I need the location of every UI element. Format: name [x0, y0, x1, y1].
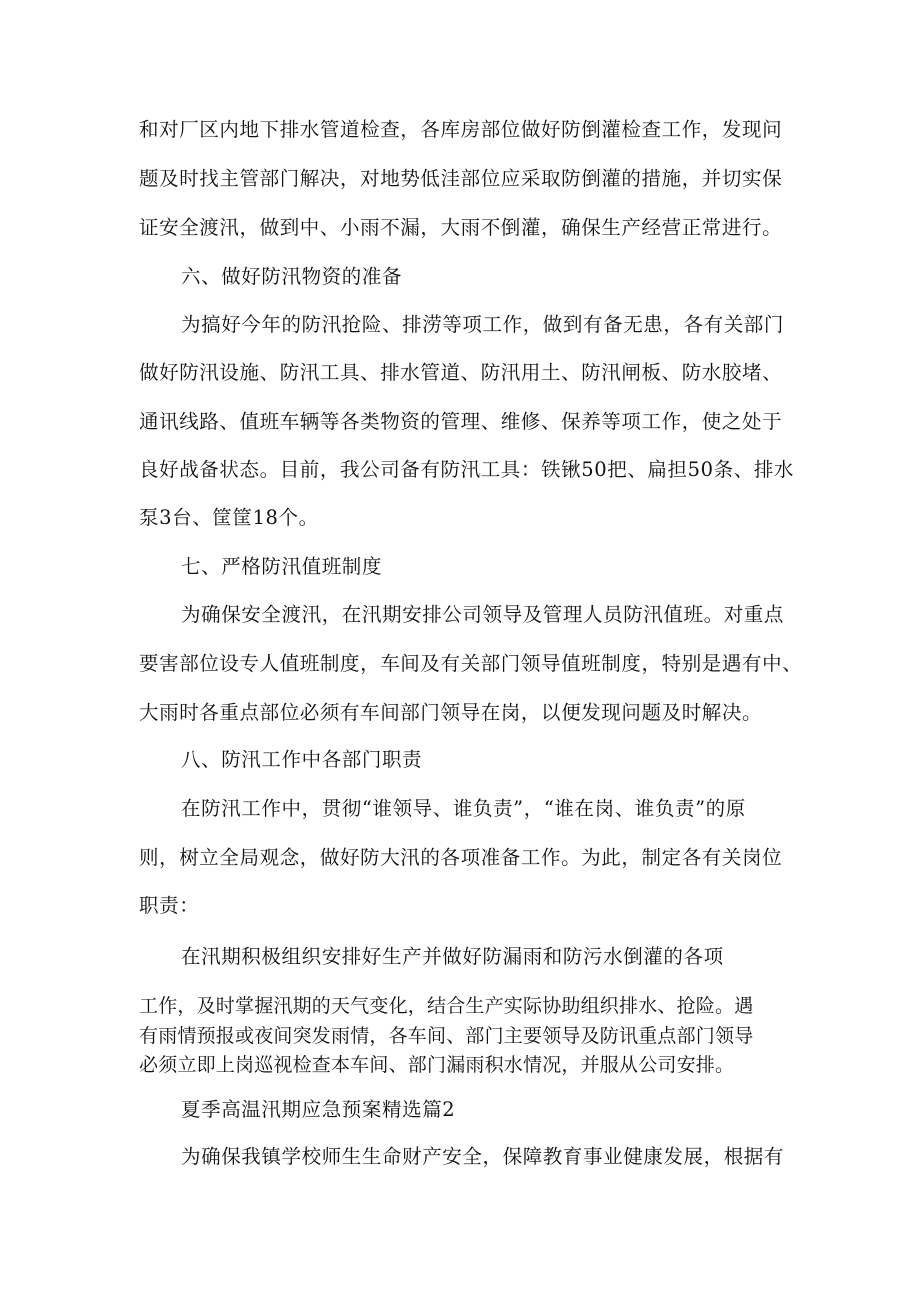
- section-heading-article-2: 夏季高温汛期应急预案精选篇2: [181, 1098, 456, 1121]
- paragraph-line: 为搞好今年的防汛抢险、排涝等项工作，做到有备无患，各有关部门: [181, 313, 785, 336]
- paragraph-line: 则，树立全局观念，做好防大汛的各项准备工作。为此，制定各有关岗位: [139, 846, 783, 869]
- paragraph-line: 为确保安全渡汛，在汛期安排公司领导及管理人员防汛值班。对重点: [181, 603, 785, 626]
- section-heading-6: 六、做好防汛物资的准备: [181, 265, 403, 288]
- paragraph-line: 职责：: [139, 894, 200, 917]
- paragraph-line: 有雨情预报或夜间突发雨情，各车间、部门主要领导及防讯重点部门领导: [139, 1025, 754, 1047]
- paragraph-line: 在汛期积极组织安排好生产并做好防漏雨和防污水倒灌的各项: [181, 945, 724, 968]
- paragraph-line: 工作，及时掌握汛期的天气变化，结合生产实际协助组织排水、抢险。遇: [139, 995, 754, 1017]
- paragraph-line: 泵3台、筐筐18个。: [139, 506, 319, 529]
- paragraph-line: 通讯线路、值班车辆等各类物资的管理、维修、保养等项工作，使之处于: [139, 410, 783, 433]
- section-heading-8: 八、防汛工作中各部门职责: [181, 748, 423, 771]
- paragraph-line: 必须立即上岗巡视检查本车间、部门漏雨积水情况，并服从公司安排。: [139, 1054, 735, 1076]
- paragraph-line: 在防汛工作中，贯彻“谁领导、谁负责”，“谁在岗、谁负责”的原: [181, 797, 746, 820]
- paragraph-line: 做好防汛设施、防汛工具、排水管道、防汛用土、防汛闸板、防水胶堵、: [139, 361, 783, 384]
- paragraph-line: 良好战备状态。目前，我公司备有防汛工具：铁锹50把、扁担50条、排水: [139, 458, 795, 481]
- paragraph-line: 为确保我镇学校师生生命财产安全，保障教育事业健康发展，根据有: [181, 1145, 785, 1168]
- paragraph-line: 题及时找主管部门解决，对地势低洼部位应采取防倒灌的措施，并切实保: [139, 167, 783, 190]
- paragraph-line: 证安全渡汛，做到中、小雨不漏，大雨不倒灌，确保生产经营正常进行。: [139, 216, 783, 239]
- section-heading-7: 七、严格防汛值班制度: [181, 555, 383, 578]
- paragraph-line: 和对厂区内地下排水管道检查，各库房部位做好防倒灌检查工作，发现问: [139, 118, 783, 141]
- paragraph-line: 大雨时各重点部位必须有车间部门领导在岗，以便发现问题及时解决。: [139, 701, 763, 724]
- paragraph-line: 要害部位设专人值班制度，车间及有关部门领导值班制度，特别是遇有中、: [139, 652, 803, 675]
